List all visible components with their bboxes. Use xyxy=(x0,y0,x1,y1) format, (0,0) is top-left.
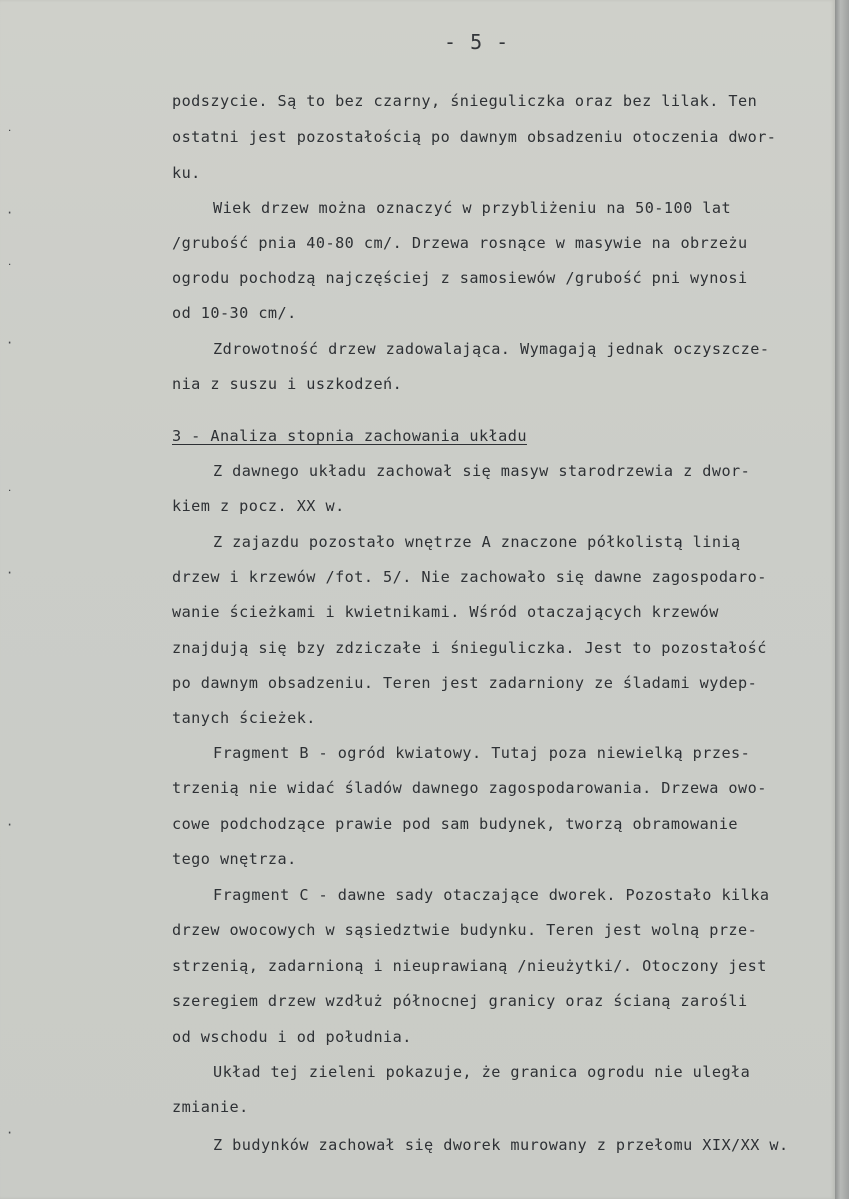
text-line: od wschodu i od południa. xyxy=(172,1028,412,1046)
margin-speck: · xyxy=(6,336,14,350)
text-line: wanie ścieżkami i kwietnikami. Wśród otaczających krzewów xyxy=(172,603,719,621)
text-line: strzenią, zadarnioną i nieuprawianą /nieużytki/. Otoczony jest xyxy=(172,957,767,975)
text-line: Z dawnego układu zachował się masyw starodrzewia z dwor- xyxy=(213,462,751,480)
text-line: tanych ścieżek. xyxy=(172,709,316,727)
text-line: drzew owocowych w sąsiedztwie budynku. Teren jest wolną prze- xyxy=(172,921,758,939)
text-line: Zdrowotność drzew zadowalająca. Wymagają jednak oczyszcze- xyxy=(213,340,770,358)
text-line: ku. xyxy=(172,164,201,182)
margin-speck: · xyxy=(6,206,14,220)
text-line: tego wnętrza. xyxy=(172,850,297,868)
text-line: cowe podchodzące prawie pod sam budynek, tworzą obramowanie xyxy=(172,815,739,833)
text-line: zmianie. xyxy=(172,1098,249,1116)
text-line: trzenią nie widać śladów dawnego zagospodarowania. Drzewa owo- xyxy=(172,779,767,797)
margin-speck: ˙ xyxy=(6,262,14,276)
section-heading: 3 - Analiza stopnia zachowania układu xyxy=(172,427,527,445)
text-line: Wiek drzew można oznaczyć w przybliżeniu na 50-100 lat xyxy=(213,199,732,217)
text-line: Układ tej zieleni pokazuje, że granica ogrodu nie uległa xyxy=(213,1063,751,1081)
text-line: nia z suszu i uszkodzeń. xyxy=(172,375,403,393)
text-line: ogrodu pochodzą najczęściej z samosiewów /grubość pni wynosi xyxy=(172,269,748,287)
text-line: Z zajazdu pozostało wnętrze A znaczone półkolistą linią xyxy=(213,533,741,551)
page-edge xyxy=(835,0,849,1199)
text-line: podszycie. Są to bez czarny, śnieguliczka oraz bez lilak. Ten xyxy=(172,92,758,110)
margin-speck: ˙ xyxy=(6,128,14,142)
margin-speck: · xyxy=(6,1126,14,1140)
text-line: Fragment B - ogród kwiatowy. Tutaj poza niewielką przes- xyxy=(213,744,751,762)
text-line: kiem z pocz. XX w. xyxy=(172,497,345,515)
text-line: Fragment C - dawne sady otaczające dworek. Pozostało kilka xyxy=(213,886,770,904)
text-line: po dawnym obsadzeniu. Teren jest zadarniony ze śladami wydep- xyxy=(172,674,758,692)
text-line: drzew i krzewów /fot. 5/. Nie zachowało się dawne zagospodaro- xyxy=(172,568,767,586)
margin-speck: · xyxy=(6,818,14,832)
text-line: Z budynków zachował się dworek murowany z przełomu XIX/XX w. xyxy=(213,1136,789,1154)
text-line: ostatni jest pozostałością po dawnym obsadzeniu otoczenia dwor- xyxy=(172,128,777,146)
text-line: od 10-30 cm/. xyxy=(172,304,297,322)
text-line: /grubość pnia 40-80 cm/. Drzewa rosnące w masywie na obrzeżu xyxy=(172,234,748,252)
text-line: znajdują się bzy zdziczałe i śnieguliczka. Jest to pozostałość xyxy=(172,639,767,657)
text-line: szeregiem drzew wzdłuż północnej granicy oraz ścianą zarośli xyxy=(172,992,748,1010)
margin-speck: ˙ xyxy=(6,488,14,502)
margin-speck: · xyxy=(6,566,14,580)
page-number: - 5 - xyxy=(444,30,510,54)
